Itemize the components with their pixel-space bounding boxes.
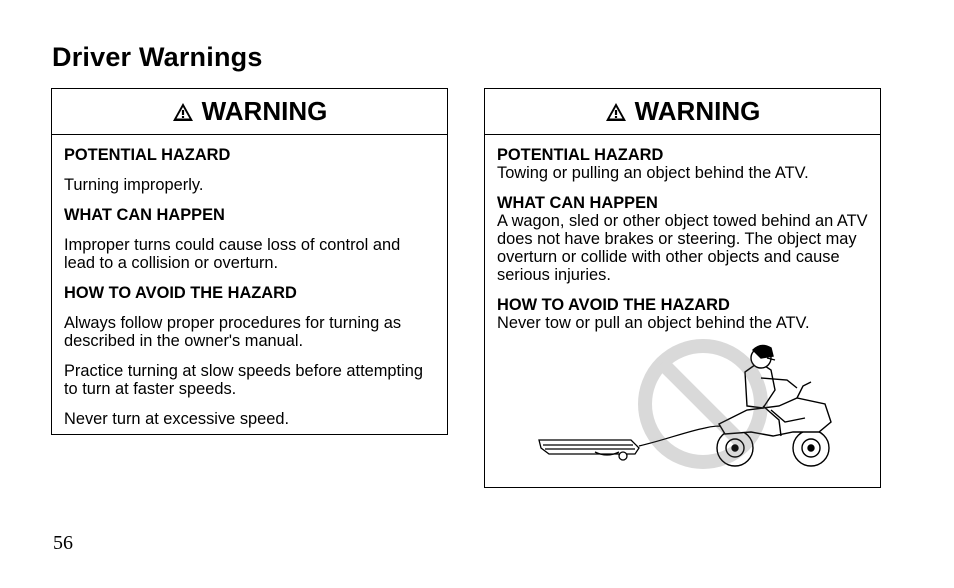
hazard-heading: POTENTIAL HAZARD bbox=[497, 146, 664, 164]
warning-header bbox=[52, 89, 447, 135]
warning-triangle-icon bbox=[172, 102, 194, 122]
happen-heading: WHAT CAN HAPPEN bbox=[497, 194, 658, 212]
warning-box-turning bbox=[51, 88, 448, 435]
avoid-text-2: Practice turning at slow speeds before attempting to turn at faster speeds. bbox=[64, 362, 423, 398]
hazard-heading: POTENTIAL HAZARD bbox=[64, 146, 231, 164]
avoid-heading: HOW TO AVOID THE HAZARD bbox=[64, 284, 297, 302]
page-title: Driver Warnings bbox=[52, 42, 263, 72]
warning-label: WARNING bbox=[634, 96, 761, 126]
warning-triangle-icon bbox=[605, 102, 627, 122]
avoid-text: Never tow or pull an object behind the ATV. bbox=[497, 314, 810, 332]
warning-header bbox=[485, 89, 880, 135]
warning-label: WARNING bbox=[201, 96, 328, 126]
hazard-text: Towing or pulling an object behind the ATV. bbox=[497, 164, 809, 182]
avoid-text-1: Always follow proper procedures for turning as described in the owner's manual. bbox=[64, 314, 402, 350]
happen-text: A wagon, sled or other object towed behind an ATV does not have brakes or steering. The object may overturn or collide with other objects and cause serious injuries. bbox=[497, 212, 868, 284]
page-number: 56 bbox=[53, 532, 73, 554]
avoid-heading: HOW TO AVOID THE HAZARD bbox=[497, 296, 730, 314]
avoid-text-3: Never turn at excessive speed. bbox=[64, 410, 290, 428]
prohibition-icon bbox=[645, 346, 761, 462]
hazard-text: Turning improperly. bbox=[64, 176, 204, 194]
no-towing-illustration bbox=[535, 336, 835, 472]
happen-text: Improper turns could cause loss of control and lead to a collision or overturn. bbox=[64, 236, 401, 272]
happen-heading: WHAT CAN HAPPEN bbox=[64, 206, 225, 224]
sled-icon bbox=[539, 440, 639, 460]
